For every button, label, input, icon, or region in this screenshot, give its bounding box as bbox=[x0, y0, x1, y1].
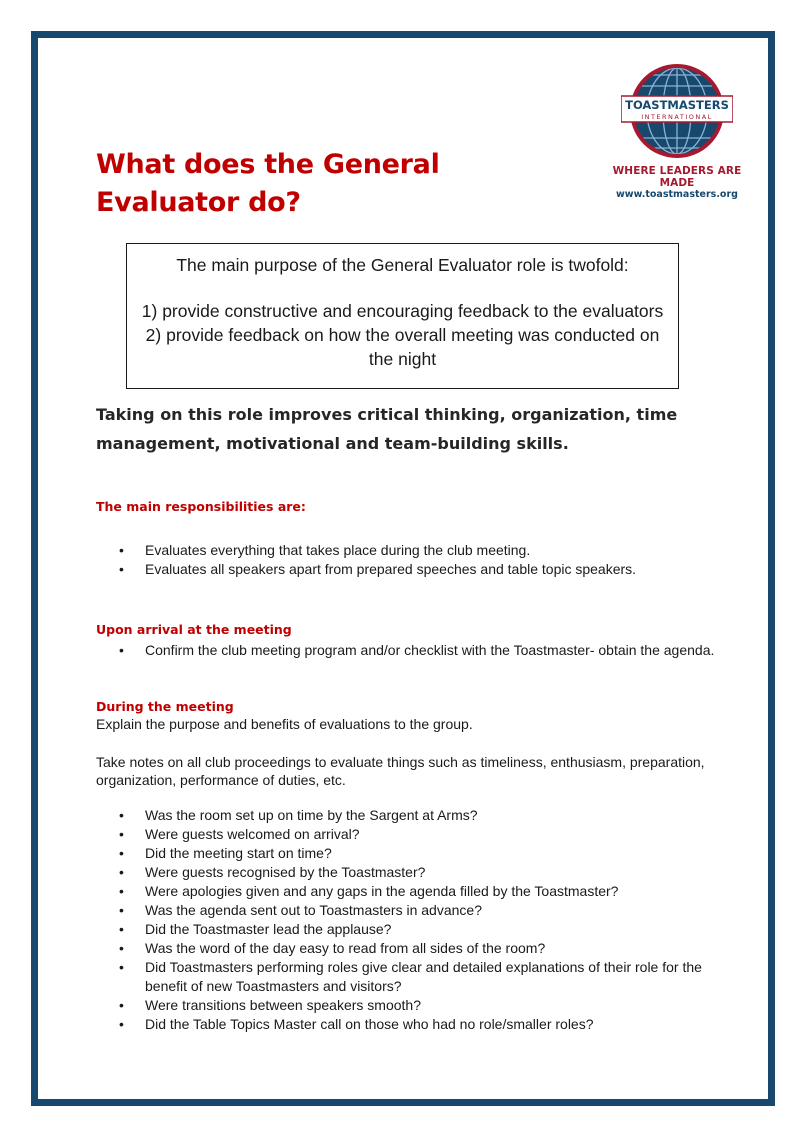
logo-tagline: WHERE LEADERS ARE MADE bbox=[612, 165, 742, 189]
list-item: • Was the agenda sent out to Toastmasters in advance? bbox=[96, 901, 716, 920]
list-item: • Evaluates all speakers apart from prepared speeches and table topic speakers. bbox=[96, 560, 716, 579]
responsibilities-heading: The main responsibilities are: bbox=[96, 499, 306, 514]
during-heading: During the meeting bbox=[96, 699, 234, 714]
list-item: • Were guests welcomed on arrival? bbox=[96, 825, 716, 844]
during-intro: Explain the purpose and benefits of evaluations to the group. bbox=[96, 716, 473, 732]
logo-brand-text: TOASTMASTERS bbox=[625, 98, 729, 112]
list-item: • Did Toastmasters performing roles give clear and detailed explanations of their role for the benefit of new Toastmasters and visitors? bbox=[96, 958, 716, 996]
purpose-list bbox=[127, 299, 678, 371]
list-item: • Did the meeting start on time? bbox=[96, 844, 716, 863]
during-checklist bbox=[96, 806, 716, 1034]
list-item: • Did the Table Topics Master call on those who had no role/smaller roles? bbox=[96, 1015, 716, 1034]
during-notes: Take notes on all club proceedings to evaluate things such as timeliness, enthusiasm, preparation, organization, performance of duties, etc. bbox=[96, 754, 705, 788]
arrival-list bbox=[96, 639, 716, 661]
list-item: • Was the room set up on time by the Sargent at Arms? bbox=[96, 806, 716, 825]
list-item: • Did the Toastmaster lead the applause? bbox=[96, 920, 716, 939]
globe-icon bbox=[621, 62, 733, 160]
benefit-statement: Taking on this role improves critical thinking, organization, time management, motivational and team-building skills. bbox=[96, 405, 678, 453]
list-item: • Were apologies given and any gaps in the agenda filled by the Toastmaster? bbox=[96, 882, 716, 901]
purpose-item: 2) provide feedback on how the overall meeting was conducted on the night bbox=[145, 325, 660, 369]
list-item: • Were transitions between speakers smooth? bbox=[96, 996, 716, 1015]
purpose-heading: The main purpose of the General Evaluator role is twofold: bbox=[176, 255, 629, 275]
page-title: What does the General Evaluator do? bbox=[96, 149, 440, 218]
arrival-heading: Upon arrival at the meeting bbox=[96, 622, 292, 637]
toastmasters-logo bbox=[596, 62, 758, 200]
purpose-item: 1) provide constructive and encouraging feedback to the evaluators bbox=[141, 301, 664, 321]
logo-sub-text: INTERNATIONAL bbox=[641, 113, 713, 121]
list-item: • Was the word of the day easy to read from all sides of the room? bbox=[96, 939, 716, 958]
list-item: • Confirm the club meeting program and/or checklist with the Toastmaster- obtain the agenda. bbox=[96, 639, 716, 661]
list-item: • Were guests recognised by the Toastmaster? bbox=[96, 863, 716, 882]
purpose-box bbox=[126, 243, 679, 389]
list-item: • Evaluates everything that takes place during the club meeting. bbox=[96, 541, 716, 560]
responsibilities-list bbox=[96, 541, 716, 579]
logo-url: www.toastmasters.org bbox=[616, 189, 738, 200]
